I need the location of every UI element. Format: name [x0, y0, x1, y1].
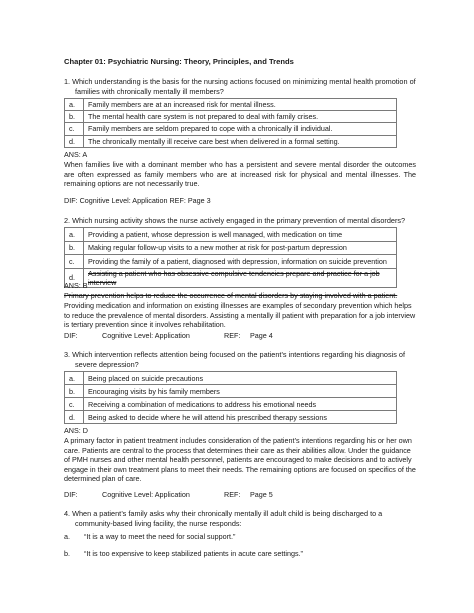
option-text: Making regular follow-up visits to a new mother at risk for post-partum depression: [84, 241, 397, 255]
question-2-stem: [64, 216, 416, 226]
option-letter: a.: [65, 99, 84, 111]
ref-page: Page 5: [250, 490, 273, 499]
option-letter: b.: [65, 385, 84, 398]
option-row[interactable]: [65, 123, 397, 135]
option-letter: b.: [65, 241, 84, 255]
question-stem-line: 3. Which intervention reflects attention being focused on the patient’s intentions regarding his diagnosis of: [64, 350, 406, 359]
option-row[interactable]: [65, 228, 397, 242]
option-letter: c.: [65, 398, 84, 411]
option-row[interactable]: [65, 255, 397, 269]
option-text: Family members are at an increased risk for mental illness.: [84, 99, 397, 111]
question-1-options: [64, 98, 397, 148]
answer-label: ANS: B: [64, 281, 88, 290]
option-row[interactable]: [65, 99, 397, 111]
answer-label: ANS: A: [64, 150, 88, 159]
option-row[interactable]: [65, 241, 397, 255]
option-row[interactable]: [64, 532, 235, 541]
option-text: Providing a patient, whose depression is well managed, with medication on time: [84, 228, 397, 242]
question-stem-line: 4. When a patient’s family asks why their chronically mentally ill adult child is being discharged to a: [64, 509, 383, 518]
option-letter: d.: [65, 135, 84, 147]
option-row[interactable]: [65, 411, 397, 424]
option-letter: d.: [65, 411, 84, 424]
option-text: Assisting a patient who has obsessive compulsive tendencies prepare and practice for a job interview: [84, 268, 397, 287]
option-text: The mental health care system is not prepared to deal with family crises.: [84, 111, 397, 123]
option-text: The chronically mentally ill receive care best when delivered in a formal setting.: [84, 135, 397, 147]
rationale-text: Primary prevention helps to reduce the occurrence of mental disorders by staying involved with a patient.: [64, 291, 398, 300]
dif-label: DIF:: [64, 490, 78, 499]
question-3-options: [64, 371, 397, 424]
ref-label: REF:: [224, 331, 241, 340]
option-row[interactable]: [64, 549, 303, 558]
option-text: “It is a way to meet the need for social support.”: [84, 532, 236, 541]
dif-label: DIF:: [64, 331, 78, 340]
option-text: Being asked to decide where he will attend his prescribed therapy sessions: [84, 411, 397, 424]
option-text: Being placed on suicide precautions: [84, 372, 397, 385]
option-letter: c.: [65, 255, 84, 269]
option-row[interactable]: [65, 385, 397, 398]
option-text: Encouraging visits by his family members: [84, 385, 397, 398]
option-letter: b.: [64, 549, 70, 558]
question-stem-line: community-based living facility, the nurse responds:: [75, 518, 242, 528]
question-3-stem: [64, 350, 416, 369]
ref-page: Page 4: [250, 331, 273, 340]
rationale-text: Providing medication and information on existing illnesses are examples of secondary prevention which helps to reduce the prevalence of mental disorders. Assisting a mentally ill patient with preparation for a job interview is tertiary prevention since it involves rehabilitation.: [64, 301, 416, 330]
option-row[interactable]: [65, 135, 397, 147]
option-text: “It is too expensive to keep stabilized patients in acute care settings.”: [84, 549, 303, 558]
rationale-text: When families live with a dominant member who has a persistent and severe mental disorder the outcomes are often expressed as family members who are at increased risk for physical and mental illnesses. The remaining options are not necessarily true.: [64, 160, 416, 189]
question-stem-line: 1. Which understanding is the basis for the nursing actions focused on minimizing mental health promotion of: [64, 77, 416, 86]
option-row[interactable]: [65, 372, 397, 385]
option-letter: c.: [65, 123, 84, 135]
option-letter: d.: [65, 268, 84, 287]
option-text: Providing the family of a patient, diagnosed with depression, information on suicide prevention: [84, 255, 397, 269]
cognitive-level: Cognitive Level: Application: [102, 331, 190, 340]
rationale-text: A primary factor in patient treatment includes consideration of the patient’s intentions regarding his or her own care. Patients are central to the process that determines their care as their abilities allow. Under the guidance of PMH nurses and other mental health personnel, patients are encouraged to make decisions and to actively engage in their own treatment plans to meet their needs. The remaining options are focused on specifics of the determined plan of care.: [64, 436, 416, 484]
question-stem-line: severe depression?: [75, 359, 139, 369]
chapter-title: Chapter 01: Psychiatric Nursing: Theory, Principles, and Trends: [64, 57, 294, 66]
question-4-stem: [64, 509, 416, 528]
option-letter: b.: [65, 111, 84, 123]
dif-line: DIF: Cognitive Level: Application REF: Page 3: [64, 196, 211, 205]
option-letter: a.: [65, 372, 84, 385]
option-row[interactable]: [65, 398, 397, 411]
option-text: Receiving a combination of medications to address his emotional needs: [84, 398, 397, 411]
option-text: Family members are seldom prepared to cope with a chronically ill individual.: [84, 123, 397, 135]
question-2-options: [64, 227, 397, 288]
option-letter: a.: [65, 228, 84, 242]
option-row[interactable]: [65, 111, 397, 123]
answer-label: ANS: D: [64, 426, 88, 435]
ref-label: REF:: [224, 490, 241, 499]
cognitive-level: Cognitive Level: Application: [102, 490, 190, 499]
question-stem-line: families with chronically mentally ill members?: [75, 86, 224, 96]
question-1-stem: [64, 77, 416, 96]
option-letter: a.: [64, 532, 70, 541]
question-stem-line: 2. Which nursing activity shows the nurse actively engaged in the primary prevention of mental disorders?: [64, 216, 406, 225]
